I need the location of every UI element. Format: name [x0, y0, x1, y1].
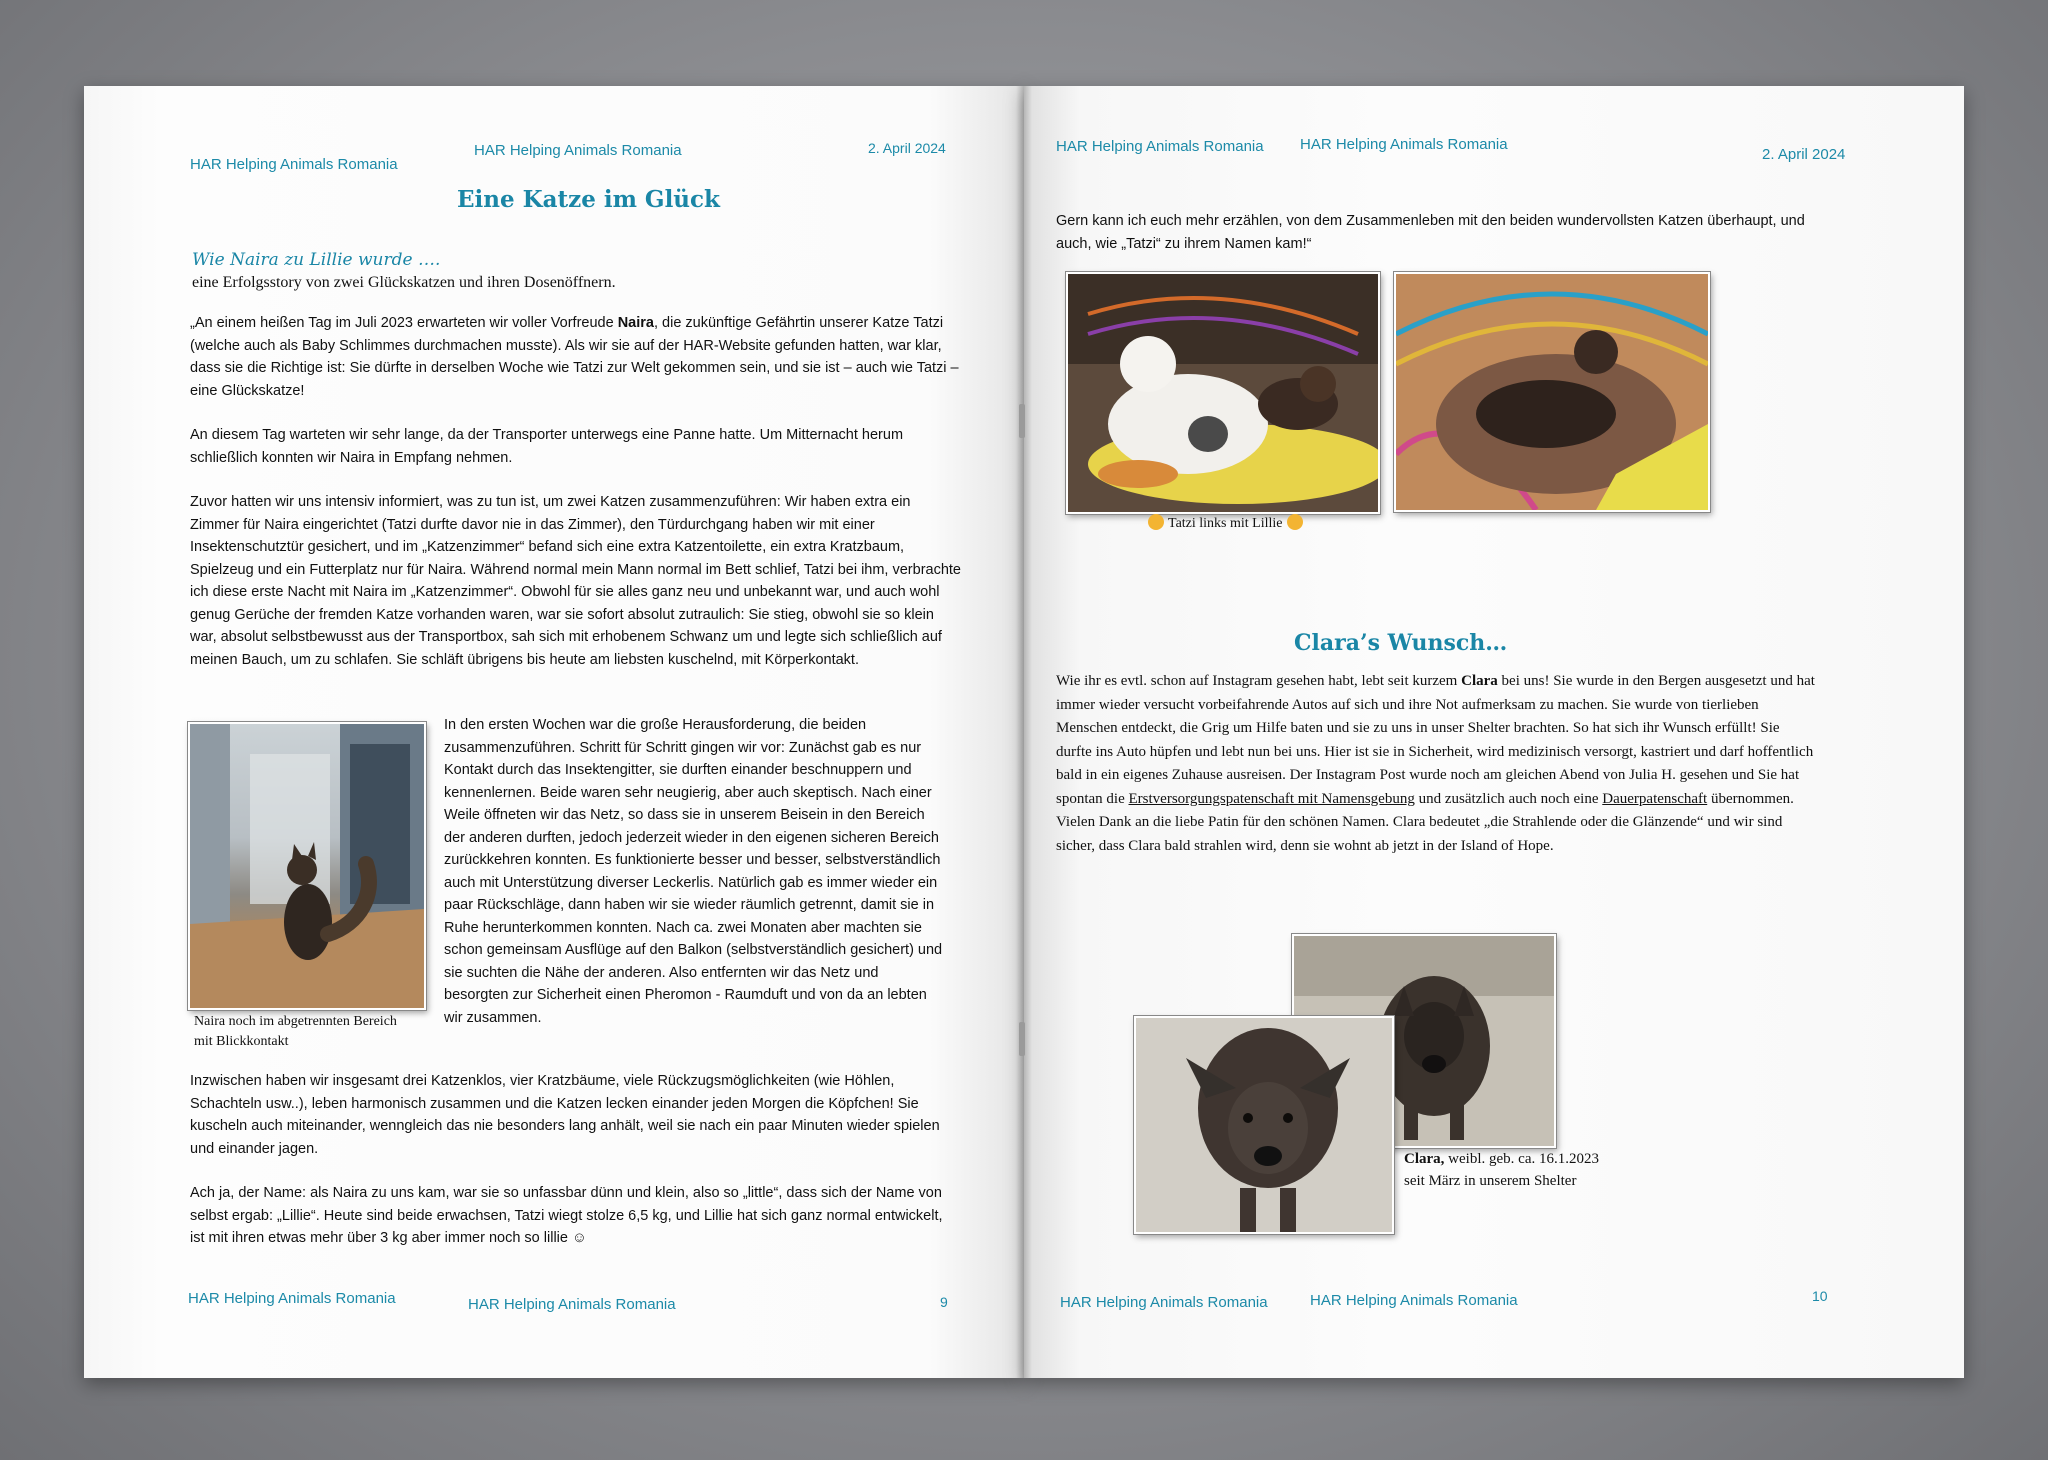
clara-article [1056, 670, 1816, 858]
page-number-left: 9 [940, 1294, 948, 1310]
clara-title: Clara’s Wunsch… [1294, 630, 1508, 656]
photo-cats-1-drawing [1068, 274, 1378, 512]
caption-naira: Naira noch im abgetrennten Bereich mit Blickkontakt [194, 1014, 397, 1049]
p1-text-a: „An einem heißen Tag im Juli 2023 erwarteten wir voller Vorfreude [190, 315, 618, 331]
footer-org-right-2: HAR Helping Animals Romania [1310, 1292, 1518, 1309]
link-dauerpatenschaft[interactable]: Dauerpatenschaft [1602, 790, 1708, 807]
page-left [84, 86, 1024, 1378]
clara-text-b: bei uns! Sie wurde in den Bergen ausgesetzt und hat immer wieder versucht vorbeifahrende Autos auf sich und ihre Not aufmerksam zu machen. Sie wurde von tierlieben Menschen entdeckt, die Grig um Hilfe baten und sie zu uns in unser Shelter brachten. So hat sich ihr Wunsch erfüllt! Sie durfte ins Auto hüpfen und lebt nun bei uns. Hier ist sie in Sicherheit, wird medizinisch versorgt, kastriert und darf hoffentlich bald in ein eigenes Zuhause ausreisen. Der Instagram Post wurde noch am gleichen Abend von Julia H. gesehen und Sie hat spontan die [1056, 673, 1815, 807]
right-intro: Gern kann ich euch mehr erzählen, von dem Zusammenleben mit den beiden wundervollsten Katzen überhaupt, und auch, wie „Tatzi“ zu ihrem Namen kam!“ [1056, 213, 1805, 252]
paragraph-1 [190, 312, 962, 402]
paragraph-6: Ach ja, der Name: als Naira zu uns kam, war sie so unfassbar dünn und klein, also so „little“, dass sich der Name von selbst ergab: „Lillie“. Heute sind beide erwachsen, Tatzi wiegt stolze 6,5 kg, und Lillie hat sich ganz normal entwickelt, ist mit ihren etwas mehr über 3 kg aber immer noch so lillie ☺ [190, 1185, 943, 1246]
caption-clara-name: Clara, [1404, 1151, 1445, 1167]
header-date-right: 2. April 2024 [1762, 146, 1846, 163]
magazine-spread [84, 86, 1964, 1378]
article-body-right-column [444, 714, 944, 1051]
p1-name: Naira [617, 315, 654, 331]
footer-org-right-1: HAR Helping Animals Romania [1060, 1294, 1268, 1311]
paragraph-4: In den ersten Wochen war die große Herausforderung, die beiden zusammenzuführen. Schritt für Schritt gingen wir vor: Zunächst gab es nur Kontakt durch das Insektengitter, sie durften einander beschnuppern und kennenlernen. Beide waren sehr neugierig, aber auch skeptisch. Nach einer Weile öffneten wir das Netz, so dass sie in unserem Beisein in den Bereich der anderen durften, jedoch jederzeit wieder in den eigenen sicheren Bereich zurückkehren konnten. Es funktionierte besser und besser, selbstverständlich auch mit Unterstützung diverser Leckerlis. Natürlich gab es immer wieder ein paar Rückschläge, dann haben wir sie wieder räumlich getrennt, damit sie in Ruhe herunterkommen konnten. Nach ca. zwei Monaten aber machten sie schon gemeinsam Ausflüge auf den Balkon (selbstverständlich gesichert) und sie suchten die Nähe der anderen. Also entfernten wir das Netz und besorgten zur Sicherheit einen Pheromon - Raumduft und von da an lebten wir zusammen. [444, 717, 943, 1026]
photo-cats-2-drawing [1396, 274, 1708, 510]
caption-clara-line-1 [1404, 1148, 1599, 1170]
footer-org-left-2: HAR Helping Animals Romania [468, 1296, 676, 1313]
article-body-bottom [190, 1070, 960, 1272]
paragraph-5: Inzwischen haben wir insgesamt drei Katzenklos, vier Kratzbäume, viele Rückzugsmöglichkeiten (wie Höhlen, Schachteln usw..), leben harmonisch zusammen und die Katzen lecken einander jeden Morgen die Köpfchen! Sie kuscheln auch miteinander, wenngleich das nie besonders lang anhält, weil sie nach ein paar Minuten wieder spielen und einander jagen. [190, 1073, 940, 1157]
caption-clara [1404, 1148, 1599, 1192]
footer-org-left-1: HAR Helping Animals Romania [188, 1290, 396, 1307]
article-title: Eine Katze im Glück [457, 186, 720, 213]
caption-clara-shelter: seit März in unserem Shelter [1404, 1173, 1577, 1189]
photo-naira-drawing [190, 724, 424, 1008]
header-org-right-1: HAR Helping Animals Romania [1056, 138, 1264, 155]
photo-naira [188, 722, 426, 1010]
p1-text-b: , die zukünftige Gefährtin unserer Katze Tatzi (welche auch als Baby Schlimmes durchmachen musste). Als wir sie auf der HAR-Website gefunden hatten, war klar, dass sie die Richtige ist: Sie dürfte in derselben Woche wie Tatzi zur Welt gekommen sein, und sie ist – auch wie Tatzi – eine Glückskatze! [190, 315, 959, 399]
paragraph-2: An diesem Tag warteten wir sehr lange, da der Transporter unterwegs eine Panne hatte. Um Mitternacht herum schließlich konnten wir Naira in Empfang nehmen. [190, 427, 904, 466]
photo-clara-1-drawing [1136, 1018, 1392, 1232]
photo-clara-1 [1134, 1016, 1394, 1234]
caption-clara-birth: weibl. geb. ca. 16.1.2023 [1444, 1151, 1599, 1167]
clara-text-a: Wie ihr es evtl. schon auf Instagram gesehen habt, lebt seit kurzem [1056, 673, 1462, 689]
header-date-left: 2. April 2024 [868, 140, 946, 156]
clara-name: Clara [1461, 673, 1498, 689]
page-number-right: 10 [1812, 1288, 1828, 1304]
clara-text-d: übernommen. Vielen Dank an die liebe Patin für den schönen Namen. Clara bedeutet „die Strahlende oder die Glänzende“ und wir sind sicher, dass Clara bald strahlen wird, denn sie wohnt ab jetzt in der Island of Hope. [1056, 790, 1794, 854]
caption-cats-text: Tatzi links mit Lillie [1168, 516, 1283, 531]
article-intro: eine Erfolgsstory von zwei Glückskatzen und ihren Dosenöffnern. [192, 274, 616, 291]
photo-tatzi-lillie-2 [1394, 272, 1710, 512]
header-org-left-2: HAR Helping Animals Romania [474, 142, 682, 159]
header-org-left-1: HAR Helping Animals Romania [190, 156, 398, 173]
paragraph-3: Zuvor hatten wir uns intensiv informiert, was zu tun ist, um zwei Katzen zusammenzuführen: Wir haben extra ein Zimmer für Naira eingerichtet (Tatzi durfte davor nie in das Zimmer), den Türdurchgang haben wir mit einer Insektenschutztür gesichert, und im „Katzenzimmer“ befand sich eine extra Katzentoilette, ein extra Kratzbaum, Spielzeug und ein Futterplatz nur für Naira. Während normal mein Mann normal im Bett schlief, Tatzi bei ihm, verbrachte ich diese erste Nacht mit Naira im „Katzenzimmer“. Obwohl für sie alles ganz neu und unbekannt war, und auch wohl genug Gerüche der fremden Katze vorhanden waren, war sie sofort absolut zutraulich: Sie stieg, obwohl sie so klein war, absolut selbstbewusst aus der Transportbox, sah sich mit erhobenem Schwanz um und legte sich schließlich auf meinen Bauch, um zu schlafen. Sie schläft übrigens bis heute am liebsten kuschelnd, mit Körperkontakt. [190, 494, 961, 668]
page-right [1024, 86, 1964, 1378]
clara-text-c: und zusätzlich auch noch eine [1414, 790, 1603, 807]
spine-shadow [1016, 86, 1032, 1378]
smiling-cat-emoji-icon [1287, 514, 1303, 530]
caption-cats [1144, 514, 1307, 534]
article-subtitle: Wie Naira zu Lillie wurde …. [192, 250, 441, 270]
photo-tatzi-lillie-1 [1066, 272, 1380, 514]
cat-face-emoji-icon [1148, 514, 1164, 530]
article-body-top [190, 312, 962, 693]
staple-top [1019, 404, 1025, 438]
link-erstversorgungspatenschaft[interactable]: Erstversorgungspatenschaft mit Namensgebung [1128, 790, 1415, 807]
staple-bottom [1019, 1022, 1025, 1056]
header-org-right-2: HAR Helping Animals Romania [1300, 136, 1508, 153]
